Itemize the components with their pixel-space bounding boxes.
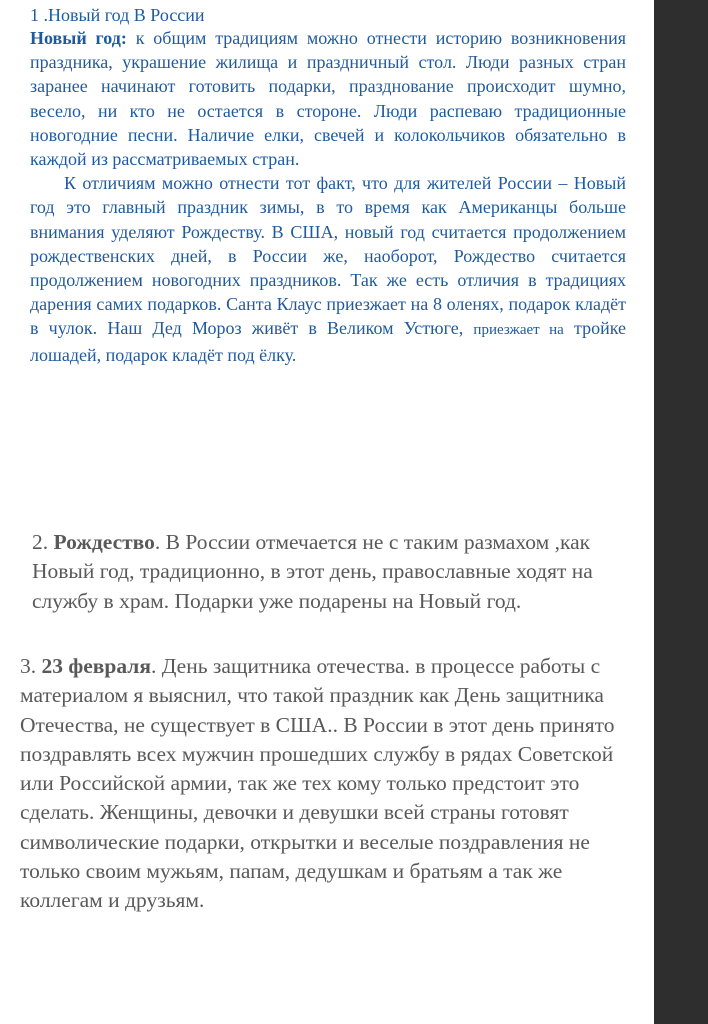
new-year-paragraph-2-text: К отличиям можно отнести тот факт, что для жителей России – Новый год это главный праздник зимы, в то время как Американцы больше внимания уделяют Рождеству. В США, новый год считается продолжением рождественских дней, в России же, наоборот, Рождество считается продолжением новогодних праздников. Так же есть отличия в традициях дарения самих подарков. Санта Клаус приезжает на 8 оленях, подарок кладёт в чулок. Наш Дед Мороз живёт в Великом Устюге, (30, 173, 626, 339)
section-christmas (32, 528, 650, 616)
section-new-year-heading: 1 .Новый год В России (30, 5, 205, 25)
section-new-year-paragraph-1 (30, 26, 626, 171)
section-defender-day (20, 652, 650, 916)
christmas-text: . В России отмечается не с таким размахом ,как Новый год, традиционно, в этот день, православные ходят на службу в храм. Подарки уже подарены на Новый год. (32, 530, 593, 613)
defender-day-text: . День защитника отечества. в процессе работы с материалом я выяснил, что такой праздник как День защитника Отечества, не существует в США.. В России в этот день принято поздравлять всех мужчин прошедших службу в рядах Советской или Российской армии, так же тех кому только предстоит это сделать. Женщины, девочки и девушки всей страны готовят символические подарки, открытки и веселые поздравления не только своим мужьям, папам, дедушкам и братьям а так же коллегам и друзьям. (20, 654, 615, 913)
christmas-title: Рождество (53, 530, 155, 554)
section-new-year (30, 4, 626, 367)
section-defender-day-paragraph (20, 652, 650, 916)
section-new-year-paragraph-2 (30, 171, 626, 367)
section-christmas-paragraph (32, 528, 650, 616)
new-year-label: Новый год: (30, 28, 127, 48)
new-year-paragraph-2-end: тройке лошадей, подарок кладёт под ёлку. (30, 318, 627, 365)
new-year-paragraph-1-text: к общим традициям можно отнести историю возникновения праздника, украшение жилища и праздничный стол. Люди разных стран заранее начинают готовить подарки, празднование происходит шумно, весело, ни кто не остается в стороне. Люди распеваю традиционные новогодние песни. Наличие елки, свечей и колокольчиков обязательно в каждой из рассматриваемых стран. (30, 28, 626, 170)
new-year-paragraph-2-small: приезжает на (473, 322, 564, 339)
dark-side-bar (654, 0, 708, 1024)
defender-day-number: 3. (20, 654, 42, 678)
christmas-number: 2. (32, 530, 54, 554)
defender-day-title: 23 февраля (41, 654, 151, 678)
